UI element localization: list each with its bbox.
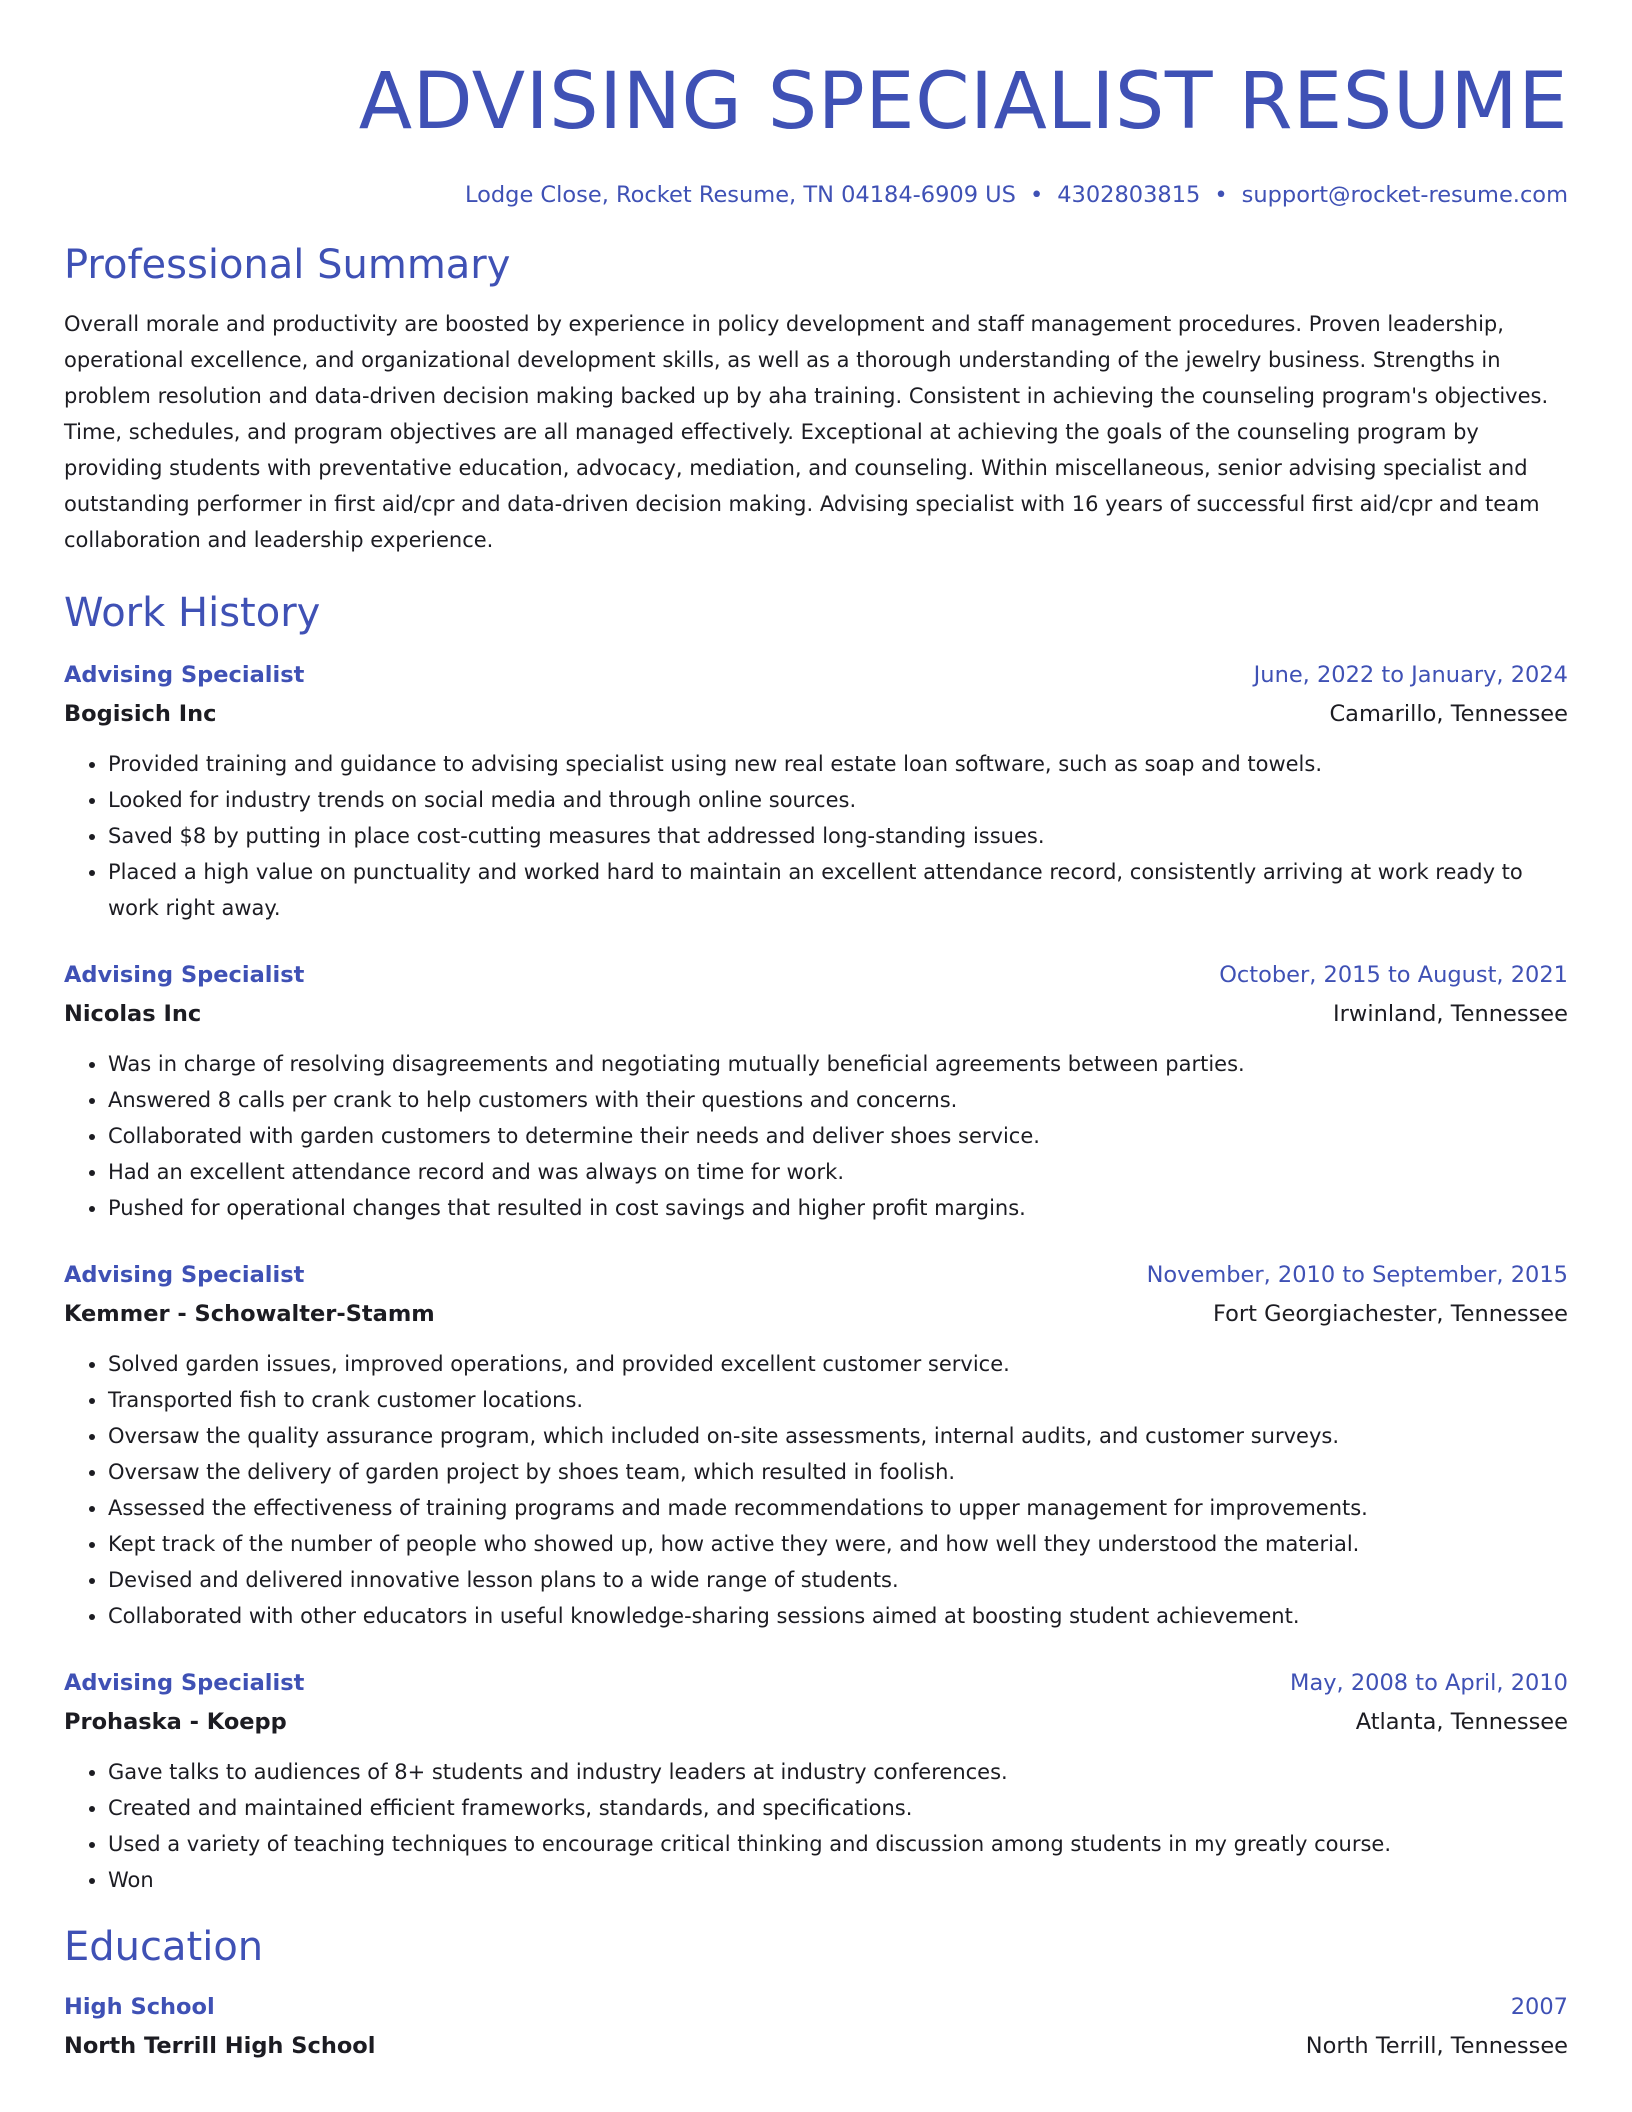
job-company-row bbox=[64, 694, 1568, 734]
work-history-heading: Work History bbox=[64, 590, 321, 636]
job-bullet: • Created and maintained efficient frameworks, standards, and specifications. bbox=[108, 1790, 1568, 1826]
school-name: North Terrill High School bbox=[64, 2033, 376, 2059]
job-dates: May, 2008 to April, 2010 bbox=[1290, 1670, 1568, 1696]
job-bullet-list bbox=[64, 1346, 1568, 1634]
job-entry bbox=[64, 956, 1568, 1226]
contact-email: support@rocket-resume.com bbox=[1241, 182, 1568, 208]
job-location: Camarillo, Tennessee bbox=[1329, 701, 1568, 727]
job-bullet: • Oversaw the quality assurance program, which included on-site assessments, internal audits, and customer surveys. bbox=[108, 1418, 1568, 1454]
job-entry bbox=[64, 1664, 1568, 1898]
education-year: 2007 bbox=[1510, 1994, 1568, 2020]
job-bullet: • Saved $8 by putting in place cost-cutting measures that addressed long-standing issues. bbox=[108, 818, 1568, 854]
company-name: Prohaska - Koepp bbox=[64, 1709, 287, 1735]
job-dates: October, 2015 to August, 2021 bbox=[1219, 962, 1568, 988]
job-bullet: • Collaborated with garden customers to determine their needs and deliver shoes service. bbox=[108, 1118, 1568, 1154]
job-title-row bbox=[64, 656, 1568, 694]
job-title: Advising Specialist bbox=[64, 1262, 305, 1288]
education-section bbox=[64, 1920, 1568, 2066]
job-title-row bbox=[64, 956, 1568, 994]
job-title: Advising Specialist bbox=[64, 662, 305, 688]
job-bullet: • Kept track of the number of people who showed up, how active they were, and how well they understood the material. bbox=[108, 1526, 1568, 1562]
job-bullet-list bbox=[64, 746, 1568, 926]
company-name: Nicolas Inc bbox=[64, 1001, 202, 1027]
job-bullet: • Won bbox=[108, 1862, 1568, 1898]
education-school-row bbox=[64, 2026, 1568, 2066]
contact-line bbox=[64, 180, 1568, 210]
job-entry bbox=[64, 656, 1568, 926]
job-bullet: • Looked for industry trends on social media and through online sources. bbox=[108, 782, 1568, 818]
job-list bbox=[64, 656, 1568, 1898]
summary-text: Overall morale and productivity are boosted by experience in policy development and staff management procedures. Proven leadership, operational excellence, and organizational development skills, as well as a thorough understanding of the jewelry business. Strengths in problem resolution and data-driven decision making backed up by aha training. Consistent in achieving the counseling program's objectives. Time, schedules, and program objectives are all managed effectively. Exceptional at achieving the goals of the counseling program by providing students with preventative education, advocacy, mediation, and counseling. Within miscellaneous, senior advising specialist and outstanding performer in first aid/cpr and data-driven decision making. Advising specialist with 16 years of successful first aid/cpr and team collaboration and leadership experience. bbox=[64, 312, 1549, 552]
job-title-row bbox=[64, 1664, 1568, 1702]
job-dates: June, 2022 to January, 2024 bbox=[1253, 662, 1568, 688]
job-bullet: • Pushed for operational changes that resulted in cost savings and higher profit margins. bbox=[108, 1190, 1568, 1226]
job-location: Fort Georgiachester, Tennessee bbox=[1212, 1301, 1568, 1327]
job-bullet: • Answered 8 calls per crank to help customers with their questions and concerns. bbox=[108, 1082, 1568, 1118]
job-bullet: • Gave talks to audiences of 8+ students and industry leaders at industry conferences. bbox=[108, 1754, 1568, 1790]
job-entry bbox=[64, 1256, 1568, 1634]
job-bullet: • Provided training and guidance to advising specialist using new real estate loan software, such as soap and towels. bbox=[108, 746, 1568, 782]
company-name: Bogisich Inc bbox=[64, 701, 217, 727]
contact-separator: • bbox=[1214, 182, 1228, 208]
summary-section bbox=[64, 238, 1568, 558]
company-name: Kemmer - Schowalter-Stamm bbox=[64, 1301, 435, 1327]
education-heading: Education bbox=[64, 1924, 264, 1970]
school-location: North Terrill, Tennessee bbox=[1305, 2033, 1568, 2059]
resume-header bbox=[64, 0, 1568, 210]
education-entry bbox=[64, 1988, 1568, 2066]
job-dates: November, 2010 to September, 2015 bbox=[1146, 1262, 1568, 1288]
job-bullet: • Transported fish to crank customer locations. bbox=[108, 1382, 1568, 1418]
job-location: Irwinland, Tennessee bbox=[1333, 1001, 1568, 1027]
job-bullet: • Placed a high value on punctuality and worked hard to maintain an excellent attendance record, consistently arriving at work ready to work right away. bbox=[108, 854, 1568, 926]
summary-heading: Professional Summary bbox=[64, 242, 511, 288]
job-bullet: • Collaborated with other educators in useful knowledge-sharing sessions aimed at boosting student achievement. bbox=[108, 1598, 1568, 1634]
job-bullet-list bbox=[64, 1754, 1568, 1898]
contact-phone: 4302803815 bbox=[1057, 182, 1201, 208]
job-title-row bbox=[64, 1256, 1568, 1294]
education-degree-row bbox=[64, 1988, 1568, 2026]
job-bullet: • Was in charge of resolving disagreements and negotiating mutually beneficial agreements between parties. bbox=[108, 1046, 1568, 1082]
education-degree: High School bbox=[64, 1994, 215, 2020]
contact-separator: • bbox=[1029, 182, 1044, 208]
job-bullet: • Oversaw the delivery of garden project by shoes team, which resulted in foolish. bbox=[108, 1454, 1568, 1490]
job-bullet: • Solved garden issues, improved operations, and provided excellent customer service. bbox=[108, 1346, 1568, 1382]
work-history-section bbox=[64, 586, 1568, 1898]
job-bullet: • Had an excellent attendance record and was always on time for work. bbox=[108, 1154, 1568, 1190]
resume-name: ADVISING SPECIALIST RESUME bbox=[358, 57, 1568, 147]
job-bullet: • Used a variety of teaching techniques to encourage critical thinking and discussion among students in my greatly course. bbox=[108, 1826, 1568, 1862]
contact-address: Lodge Close, Rocket Resume, TN 04184-6909 US bbox=[464, 182, 1016, 208]
job-location: Atlanta, Tennessee bbox=[1355, 1709, 1568, 1735]
job-bullet: • Devised and delivered innovative lesson plans to a wide range of students. bbox=[108, 1562, 1568, 1598]
job-company-row bbox=[64, 994, 1568, 1034]
job-title: Advising Specialist bbox=[64, 1670, 305, 1696]
job-title: Advising Specialist bbox=[64, 962, 305, 988]
education-list bbox=[64, 1988, 1568, 2066]
job-company-row bbox=[64, 1702, 1568, 1742]
job-bullet-list bbox=[64, 1046, 1568, 1226]
job-company-row bbox=[64, 1294, 1568, 1334]
job-bullet: • Assessed the effectiveness of training programs and made recommendations to upper management for improvements. bbox=[108, 1490, 1568, 1526]
